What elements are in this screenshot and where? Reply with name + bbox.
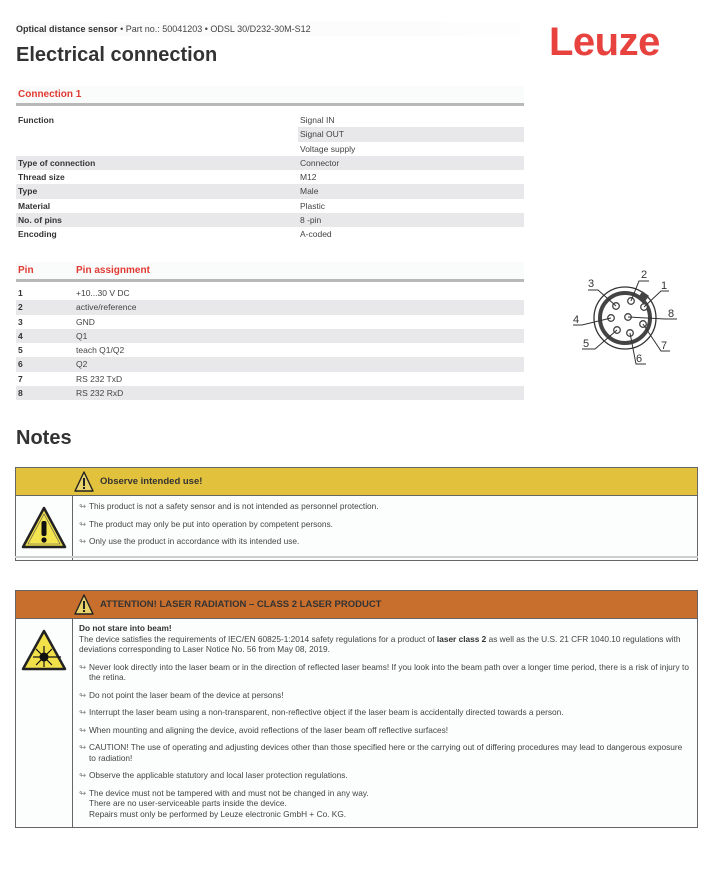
spec-row: [16, 113, 524, 127]
pin-label-3: 3: [588, 278, 595, 290]
intended-use-item: [79, 501, 691, 512]
laser-final-line-3: Repairs must only be performed by Leuze electronic GmbH + Co. KG.: [89, 808, 347, 819]
pin-row: [16, 300, 524, 314]
part-number-text: • Part no.: 50041203 • ODSL 30/D232-30M-S12: [120, 24, 311, 34]
pin-number: 8: [16, 386, 74, 400]
pin-assignment: active/reference: [76, 302, 137, 313]
bullet-icon: ↬: [79, 536, 86, 546]
pin-label-5: 5: [583, 338, 590, 350]
pin-table: [16, 262, 524, 400]
connection-table-header: [16, 86, 524, 106]
bullet-icon: ↬: [79, 707, 86, 717]
spec-value: Connector: [300, 157, 340, 168]
intended-use-item: [79, 519, 691, 530]
pin-assignment: RS 232 TxD: [76, 373, 123, 384]
laser-intro-b: as well as the U.S. 21 CFR 1040.10 regulations with deviations corresponding to Laser Notice No. 56 from May 08, 2019.: [79, 633, 681, 654]
intended-use-item: [79, 536, 691, 547]
notes-title: Notes: [16, 427, 72, 449]
spec-value: 8 -pin: [300, 215, 322, 226]
pin-assignment: teach Q1/Q2: [76, 345, 125, 356]
spec-value: Signal OUT: [300, 129, 344, 140]
spec-key: Material: [16, 199, 298, 213]
laser-item-text: Observe the applicable statutory and local laser protection regulations.: [88, 770, 348, 780]
laser-lead-text: Do not stare into beam!: [79, 623, 172, 633]
pin-number: 2: [16, 300, 74, 314]
pin-column-header: Pin: [18, 265, 34, 276]
laser-notice: [15, 590, 698, 828]
page-title: Electrical connection: [16, 44, 218, 66]
laser-item-text: Never look directly into the laser beam or in the direction of reflected laser beams! If you look into the beam path over a longer time period, there is a risk of injury to the retina.: [88, 661, 689, 682]
spec-row: [16, 199, 524, 213]
pin-number: 3: [16, 315, 74, 329]
document-header-line: [16, 22, 520, 36]
pin-row: [16, 343, 524, 357]
pin-number: 4: [16, 329, 74, 343]
warning-icon: [74, 594, 94, 616]
intended-use-item-text: The product may only be put into operation by competent persons.: [88, 518, 333, 529]
pin-label-8: 8: [668, 308, 675, 320]
m12-connector-pin-diagram: [565, 262, 685, 370]
pin-label-7: 7: [661, 340, 668, 352]
intended-use-title: Observe intended use!: [100, 476, 203, 487]
intended-use-notice-header: [16, 468, 697, 496]
leuze-logo: Leuze: [549, 20, 660, 64]
bullet-icon: ↬: [79, 724, 86, 735]
pin-row: [16, 386, 524, 400]
laser-item: [79, 725, 691, 736]
spec-value: Signal IN: [300, 115, 335, 125]
bullet-icon: ↬: [79, 661, 86, 672]
spec-row: [16, 227, 524, 241]
laser-item-text: CAUTION! The use of operating and adjusting devices other than those specified here or the carrying out of differing procedures may lead to dangerous exposure to radiation!: [88, 742, 683, 763]
spec-value: M12: [300, 172, 317, 183]
spec-key: Encoding: [16, 227, 298, 241]
pin-number: 5: [16, 343, 74, 357]
laser-item-final: [79, 788, 691, 820]
pin-table-header: [16, 262, 524, 282]
spec-key: [16, 127, 298, 141]
bullet-icon: ↬: [79, 518, 86, 529]
laser-item: [79, 662, 691, 683]
spec-key: Thread size: [16, 170, 298, 184]
spec-value: Voltage supply: [300, 143, 356, 154]
laser-notice-header: [16, 591, 697, 619]
pin-label-6: 6: [636, 353, 643, 365]
laser-class-text: laser class 2: [436, 633, 487, 644]
pin-number: 7: [16, 372, 74, 386]
spec-value: Male: [300, 186, 319, 197]
bullet-icon: ↬: [79, 787, 86, 798]
pin-assignment: GND: [76, 316, 95, 327]
connection-table: [16, 86, 524, 242]
pin-row: [16, 372, 524, 386]
pin-row: [16, 357, 524, 371]
intended-use-item-text: Only use the product in accordance with its intended use.: [88, 536, 300, 546]
connection-title: Connection 1: [18, 89, 82, 100]
pin-assignment: RS 232 RxD: [76, 388, 124, 399]
pin-assignment: +10...30 V DC: [76, 288, 130, 298]
laser-icon-cell: [16, 619, 73, 827]
laser-item-text: When mounting and aligning the device, avoid reflections of the laser beam off reflective surfaces!: [88, 724, 449, 735]
spec-row: [16, 213, 524, 227]
spec-key: Function: [16, 113, 298, 127]
spec-row: [16, 156, 524, 170]
spec-key: Type of connection: [16, 156, 298, 170]
laser-item-text: Do not point the laser beam of the device at persons!: [88, 689, 284, 700]
spec-row: [16, 184, 524, 198]
laser-final-line-2: There are no user-serviceable parts inside the device.: [89, 798, 287, 808]
pin-number: 1: [16, 286, 74, 300]
bullet-icon: ↬: [79, 742, 86, 752]
spec-key: No. of pins: [16, 213, 298, 227]
pin-label-1: 1: [661, 280, 668, 292]
pin-label-2: 2: [641, 269, 648, 281]
spec-row: [16, 127, 524, 141]
intended-use-icon-cell: [16, 496, 73, 560]
spec-row: [16, 170, 524, 184]
pin-assignment-column-header: Pin assignment: [76, 265, 150, 276]
product-label: Optical distance sensor: [16, 24, 118, 34]
spec-value: Plastic: [300, 200, 326, 211]
laser-final-line-1: The device must not be tampered with and must not be changed in any way.: [88, 787, 369, 798]
intended-use-notice: [15, 467, 698, 561]
spec-key: Type: [16, 184, 298, 198]
bullet-icon: ↬: [79, 770, 86, 780]
pin-number: 6: [16, 357, 74, 371]
pin-row: [16, 315, 524, 329]
laser-notice-title: ATTENTION! LASER RADIATION – CLASS 2 LASER PRODUCT: [100, 599, 382, 610]
pin-row: [16, 329, 524, 343]
warning-icon: [74, 471, 94, 493]
laser-radiation-icon: [21, 629, 67, 671]
spec-key: [16, 142, 298, 156]
pin-row: [16, 286, 524, 300]
pin-assignment: Q2: [76, 359, 88, 370]
pin-label-4: 4: [573, 314, 580, 326]
laser-item: [79, 707, 691, 718]
pin-assignment: Q1: [76, 330, 88, 341]
laser-item-text: Interrupt the laser beam using a non-transparent, non-reflective object if the laser beam is accidentally directed towards a person.: [88, 707, 564, 717]
large-warning-icon: [21, 506, 67, 550]
spec-row: [16, 142, 524, 156]
laser-item: [79, 690, 691, 701]
spec-value: A-coded: [300, 229, 332, 240]
laser-item: [79, 770, 691, 781]
divider: [15, 556, 698, 558]
laser-item: [79, 742, 691, 763]
intended-use-item-text: This product is not a safety sensor and is not intended as personnel protection.: [88, 501, 379, 511]
laser-intro-a: The device satisfies the requirements of IEC/EN 60825-1:2014 safety regulations for a product of: [79, 633, 435, 644]
bullet-icon: ↬: [79, 501, 86, 511]
bullet-icon: ↬: [79, 689, 86, 700]
